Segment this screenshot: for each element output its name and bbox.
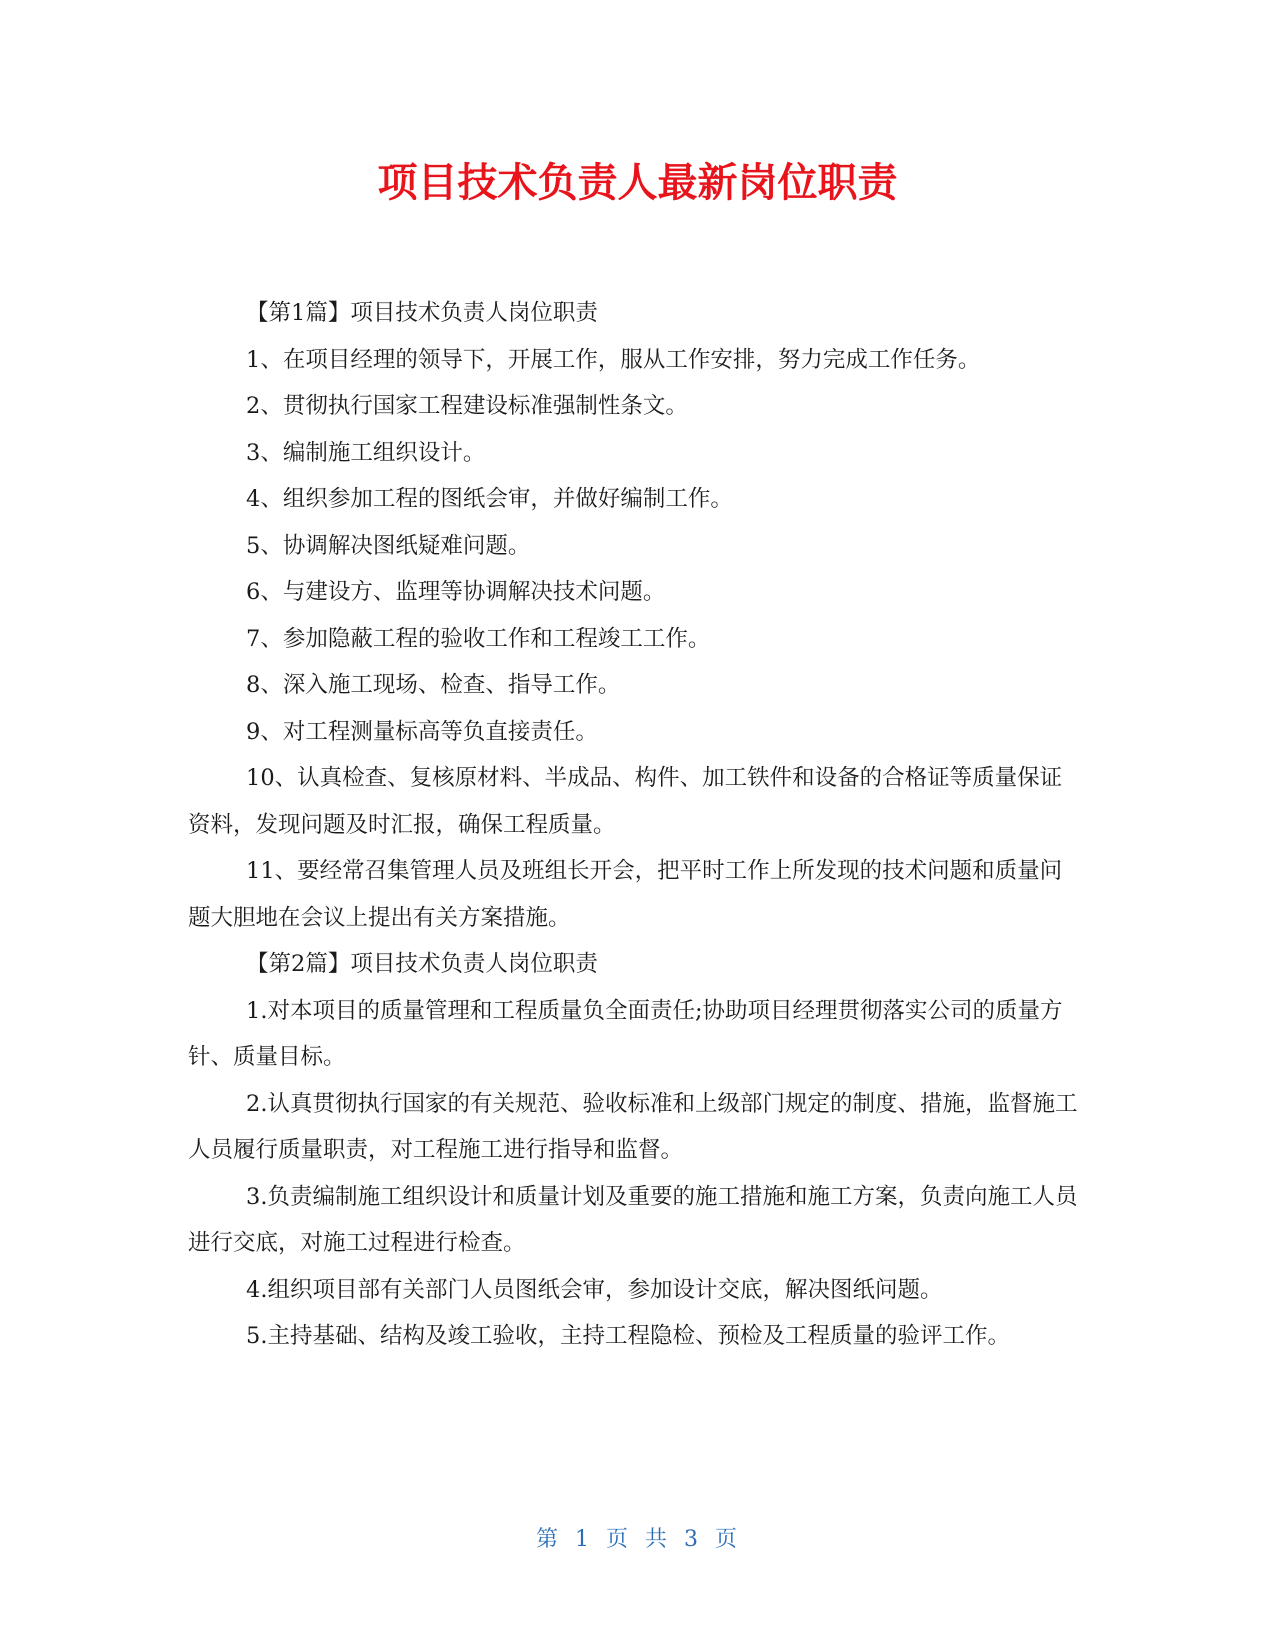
paragraph: 5.主持基础、结构及竣工验收，主持工程隐检、预检及工程质量的验评工作。: [246, 1323, 1010, 1349]
document-title: 项目技术负责人最新岗位职责: [377, 160, 898, 206]
page-footer: 第 1 页 共 3 页: [536, 1527, 739, 1552]
paragraph: 10、认真检查、复核原材料、半成品、构件、加工铁件和设备的合格证等质量保证资料，发现问题及时汇报，确保工程质量。: [188, 765, 1063, 838]
paragraph: 5、协调解决图纸疑难问题。: [246, 532, 531, 559]
paragraph: 7、参加隐蔽工程的验收工作和工程竣工工作。: [246, 625, 711, 652]
paragraph: 3.负责编制施工组织设计和质量计划及重要的施工措施和施工方案，负责向施工人员进行交底，对施工过程进行检查。: [188, 1183, 1078, 1256]
paragraph: 9、对工程测量标高等负直接责任。: [246, 718, 598, 745]
section-heading-2: 【第2篇】项目技术负责人岗位职责: [246, 951, 598, 977]
paragraph: 8、深入施工现场、检查、指导工作。: [246, 672, 621, 698]
paragraph: 3、编制施工组织设计。: [246, 439, 486, 466]
paragraph: 11、要经常召集管理人员及班组长开会，把平时工作上所发现的技术问题和质量问题大胆地在会议上提出有关方案措施。: [188, 858, 1063, 931]
paragraph: 4.组织项目部有关部门人员图纸会审，参加设计交底，解决图纸问题。: [246, 1276, 943, 1303]
paragraph: 1、在项目经理的领导下，开展工作，服从工作安排，努力完成工作任务。: [246, 346, 981, 373]
paragraph: 2、贯彻执行国家工程建设标准强制性条文。: [246, 393, 688, 419]
paragraph: 2.认真贯彻执行国家的有关规范、验收标准和上级部门规定的制度、措施，监督施工人员履行质量职责，对工程施工进行指导和监督。: [188, 1090, 1078, 1163]
paragraph: 6、与建设方、监理等协调解决技术问题。: [246, 579, 666, 605]
document-body: [188, 290, 1084, 1360]
paragraph: 1.对本项目的质量管理和工程质量负全面责任;协助项目经理贯彻落实公司的质量方针、质量目标。: [188, 997, 1063, 1070]
paragraph: 4、组织参加工程的图纸会审，并做好编制工作。: [246, 486, 733, 512]
section-heading-1: 【第1篇】项目技术负责人岗位职责: [246, 300, 598, 326]
